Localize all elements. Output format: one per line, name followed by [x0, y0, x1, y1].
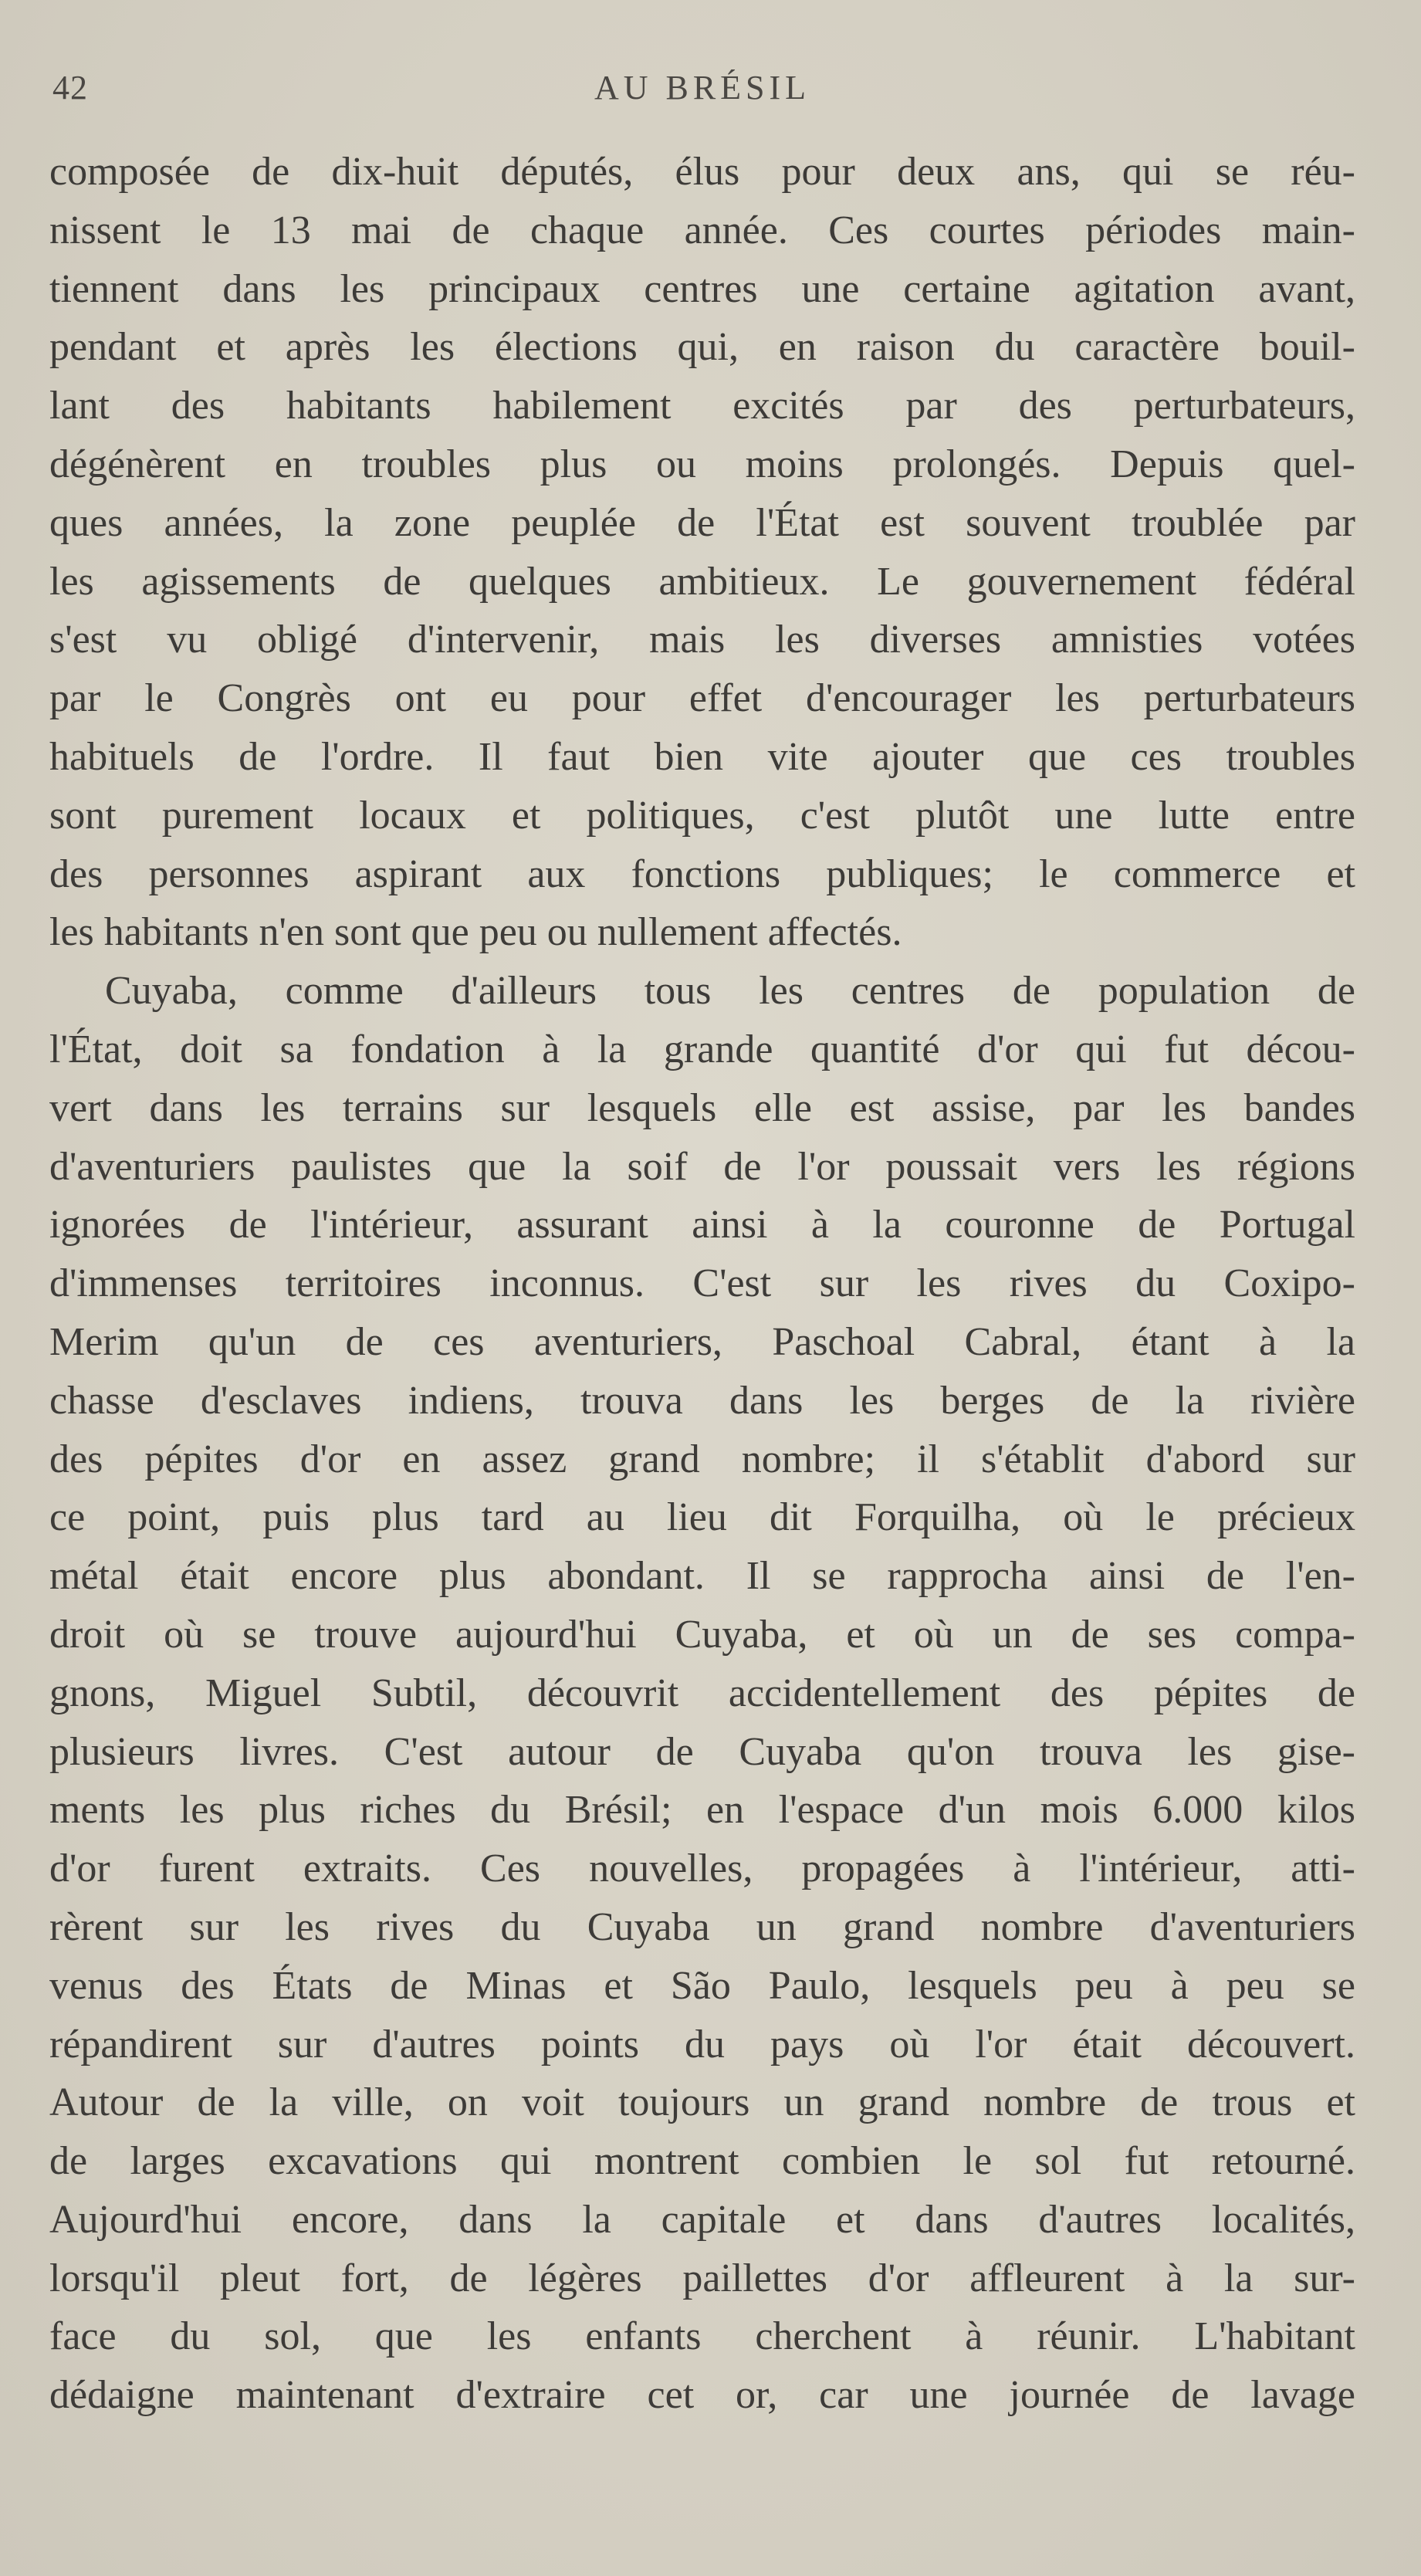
text-line: répandirent sur d'autres points du pays où l'or était découvert.: [49, 2022, 1355, 2067]
paragraph: [49, 962, 1355, 2425]
text-line: nissent le 13 mai de chaque année. Ces courtes périodes main-: [49, 208, 1355, 252]
text-line: Merim qu'un de ces aventuriers, Paschoal Cabral, étant à la: [49, 1319, 1355, 1364]
text-line: gnons, Miguel Subtil, découvrit accidentellement des pépites de: [49, 1671, 1355, 1715]
text-line: par le Congrès ont eu pour effet d'encourager les perturbateurs: [49, 676, 1355, 721]
text-line: dégénèrent en troubles plus ou moins prolongés. Depuis quel-: [49, 442, 1355, 486]
text-line: droit où se trouve aujourd'hui Cuyaba, et où un de ses compa-: [49, 1612, 1355, 1657]
page-header: [49, 68, 1355, 114]
text-line: d'immenses territoires inconnus. C'est sur les rives du Coxipo-: [49, 1261, 1355, 1306]
text-line: d'or furent extraits. Ces nouvelles, propagées à l'intérieur, atti-: [49, 1847, 1355, 1891]
text-line: des pépites d'or en assez grand nombre; il s'établit d'abord sur: [49, 1437, 1355, 1481]
text-line: lant des habitants habilement excités par des perturbateurs,: [49, 384, 1355, 428]
text-line: rèrent sur les rives du Cuyaba un grand nombre d'aventuriers: [49, 1904, 1355, 1949]
text-line: Cuyaba, comme d'ailleurs tous les centres de population de: [105, 969, 1355, 1014]
text-line: s'est vu obligé d'intervenir, mais les diverses amnisties votées: [49, 618, 1355, 662]
text-line: face du sol, que les enfants cherchent à réunir. L'habitant: [49, 2314, 1355, 2359]
text-line: les agissements de quelques ambitieux. Le gouvernement fédéral: [49, 559, 1355, 604]
text-line: sont purement locaux et politiques, c'est plutôt une lutte entre: [49, 793, 1355, 838]
text-line: plusieurs livres. C'est autour de Cuyaba qu'on trouva les gise-: [49, 1729, 1355, 1774]
text-line: l'État, doit sa fondation à la grande quantité d'or qui fut décou-: [49, 1027, 1355, 1071]
text-line: composée de dix-huit députés, élus pour deux ans, qui se réu-: [49, 150, 1355, 194]
text-line: chasse d'esclaves indiens, trouva dans les berges de la rivière: [49, 1378, 1355, 1423]
running-title: AU BRÉSIL: [594, 69, 811, 107]
text-line: ignorées de l'intérieur, assurant ainsi à la couronne de Portugal: [49, 1203, 1355, 1247]
text-line: métal était encore plus abondant. Il se rapprocha ainsi de l'en-: [49, 1554, 1355, 1599]
text-line: tiennent dans les principaux centres une certaine agitation avant,: [49, 266, 1355, 311]
text-line: Autour de la ville, on voit toujours un grand nombre de trous et: [49, 2080, 1355, 2125]
text-line: Aujourd'hui encore, dans la capitale et dans d'autres localités,: [49, 2197, 1355, 2242]
page-number: 42: [52, 69, 88, 107]
text-line: ments les plus riches du Brésil; en l'espace d'un mois 6.000 kilos: [49, 1788, 1355, 1833]
text-line: des personnes aspirant aux fonctions publiques; le commerce et: [49, 851, 1355, 896]
text-line: ce point, puis plus tard au lieu dit Forquilha, où le précieux: [49, 1495, 1355, 1540]
text-line: lorsqu'il pleut fort, de légères paillettes d'or affleurent à la sur-: [49, 2256, 1355, 2300]
body-text: [49, 143, 1355, 2425]
text-line: d'aventuriers paulistes que la soif de l'or poussait vers les régions: [49, 1144, 1355, 1189]
text-line: de larges excavations qui montrent combien le sol fut retourné.: [49, 2139, 1355, 2184]
text-line: vert dans les terrains sur lesquels elle est assise, par les bandes: [49, 1085, 1355, 1130]
text-line: habituels de l'ordre. Il faut bien vite ajouter que ces troubles: [49, 734, 1355, 779]
text-line: dédaigne maintenant d'extraire cet or, car une journée de lavage: [49, 2373, 1355, 2418]
text-line: les habitants n'en sont que peu ou nullement affectés.: [49, 910, 902, 955]
paragraph: [49, 143, 1355, 962]
text-line: ques années, la zone peuplée de l'État est souvent troublée par: [49, 500, 1355, 545]
text-line: pendant et après les élections qui, en raison du caractère bouil-: [49, 325, 1355, 370]
text-line: venus des États de Minas et São Paulo, lesquels peu à peu se: [49, 1963, 1355, 2008]
